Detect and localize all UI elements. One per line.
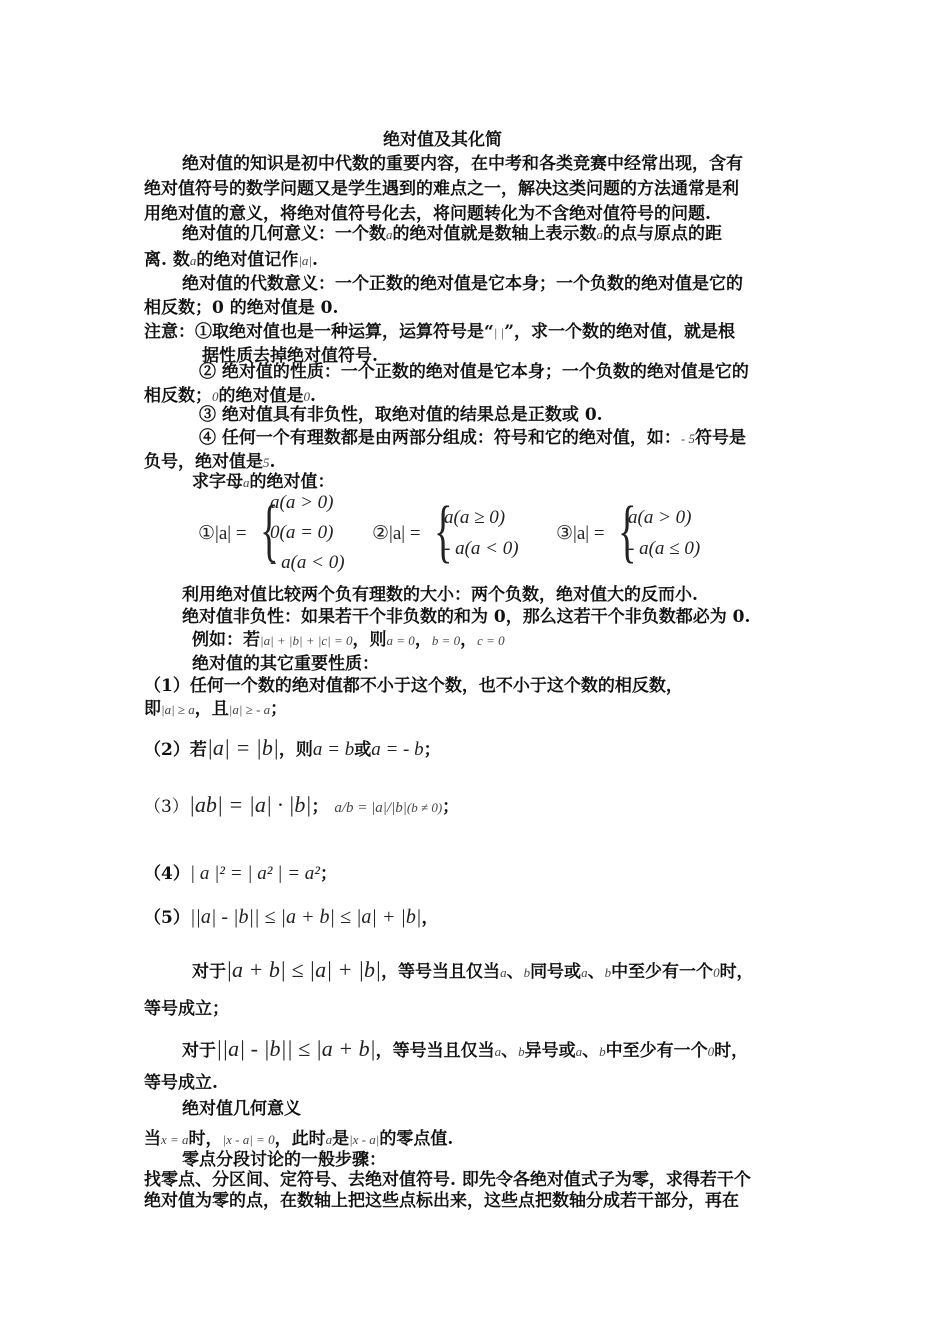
- intro-line-3: 用绝对值的意义，将绝对值符号化去，将问题转化为不含绝对值符号的问题.: [144, 204, 711, 224]
- steps-heading: 零点分段讨论的一般步骤：: [182, 1150, 386, 1170]
- note-line-7: 负号，绝对值是5.: [144, 452, 276, 472]
- compare-line: 利用绝对值比较两个负有理数的大小：两个负数，绝对值大的反而小.: [182, 585, 698, 605]
- note-line-1: 注意：①取绝对值也是一种运算，运算符号是“| |”，求一个数的绝对值，就是根: [144, 322, 735, 342]
- note-line-5: ③ 绝对值具有非负性，取绝对值的结果总是正数或 0.: [199, 405, 603, 425]
- algebraic-meaning-line-2: 相反数；0 的绝对值是 0.: [144, 298, 339, 318]
- property-5: （5）||a| - |b|| ≤ |a + b| ≤ |a| + |b|，: [144, 906, 439, 928]
- property-4: （4）| a |² = | a² | = a²；: [144, 863, 337, 884]
- piecewise-label: ③|a| =: [556, 523, 605, 544]
- zero-point-line: 当x = a时，|x - a| = 0，此时a是|x - a|的零点值.: [144, 1129, 454, 1149]
- steps-line-1: 找零点、分区间、定符号、去绝对值符号. 即先令各绝对值式子为零，求得若干个: [144, 1170, 751, 1190]
- note-line-6: ④ 任何一个有理数都是由两部分组成：符号和它的绝对值，如：- 5符号是: [199, 428, 747, 448]
- geometric-section-heading: 绝对值几何意义: [182, 1099, 301, 1119]
- equality-condition-1-end: 等号成立；: [144, 999, 229, 1019]
- note-line-2: 据性质去掉绝对值符号.: [202, 346, 378, 366]
- property-1: （1）任何一个数的绝对值都不小于这个数，也不小于这个数的相反数，: [144, 676, 683, 696]
- note-line-3: ② 绝对值的性质：一个正数的绝对值是它本身；一个负数的绝对值是它的: [199, 362, 749, 382]
- piecewise-case-2: ②|a| = { a(a ≥ 0) - a(a < 0): [372, 493, 519, 570]
- property-1-formula: 即|a| ≥ a，且|a| ≥ - a；: [144, 699, 288, 719]
- letter-abs-heading: 求字母a的绝对值：: [192, 472, 335, 492]
- note-line-4: 相反数；0的绝对值是0.: [144, 386, 316, 406]
- geometric-meaning-line-1: 绝对值的几何意义：一个数a的绝对值就是数轴上表示数a的点与原点的距: [182, 224, 722, 244]
- property-3: （3）|ab| = |a| · |b|； a/b = |a|/|b|(b ≠ 0)；: [144, 792, 460, 817]
- equality-condition-1: 对于|a + b| ≤ |a| + |b|，等号当且仅当a、b同号或a、b中至少有一个0时，: [192, 957, 754, 982]
- brace-icon: {: [434, 493, 453, 570]
- equality-condition-2-end: 等号成立.: [144, 1073, 218, 1093]
- intro-line-2: 绝对值符号的数学问题又是学生遇到的难点之一，解决这类问题的方法通常是利: [144, 179, 739, 199]
- equality-condition-2: 对于||a| - |b|| ≤ |a + b|，等号当且仅当a、b异号或a、b中至少有一个0时，: [182, 1036, 749, 1061]
- nonnegative-line: 绝对值非负性：如果若干个非负数的和为 0，那么这若干个非负数都必为 0.: [182, 607, 751, 627]
- property-2: （2）若|a| = |b|，则a = b或a = - b；: [144, 735, 441, 760]
- example-line: 例如：若|a| + |b| + |c| = 0，则a = 0，b = 0，c = 0: [192, 630, 505, 650]
- piecewise-case-3: ③|a| = { a(a > 0) - a(a ≤ 0): [556, 493, 701, 570]
- intro-line-1: 绝对值的知识是初中代数的重要内容，在中考和各类竞赛中经常出现，含有: [182, 154, 743, 174]
- brace-icon: {: [260, 492, 279, 569]
- page-title: 绝对值及其化简: [383, 130, 502, 150]
- piecewise-label: ①|a| =: [198, 523, 247, 544]
- other-properties-heading: 绝对值的其它重要性质：: [192, 654, 379, 674]
- algebraic-meaning-line-1: 绝对值的代数意义：一个正数的绝对值是它本身；一个负数的绝对值是它的: [182, 274, 743, 294]
- steps-line-2: 绝对值为零的点，在数轴上把这些点标出来，这些点把数轴分成若干部分，再在: [144, 1191, 739, 1211]
- brace-icon: {: [618, 493, 637, 570]
- geometric-meaning-line-2: 离. 数a的绝对值记作|a|.: [144, 250, 318, 270]
- piecewise-case-1: ①|a| = { a(a > 0) 0(a = 0) - a(a < 0): [198, 492, 345, 573]
- piecewise-label: ②|a| =: [372, 523, 421, 544]
